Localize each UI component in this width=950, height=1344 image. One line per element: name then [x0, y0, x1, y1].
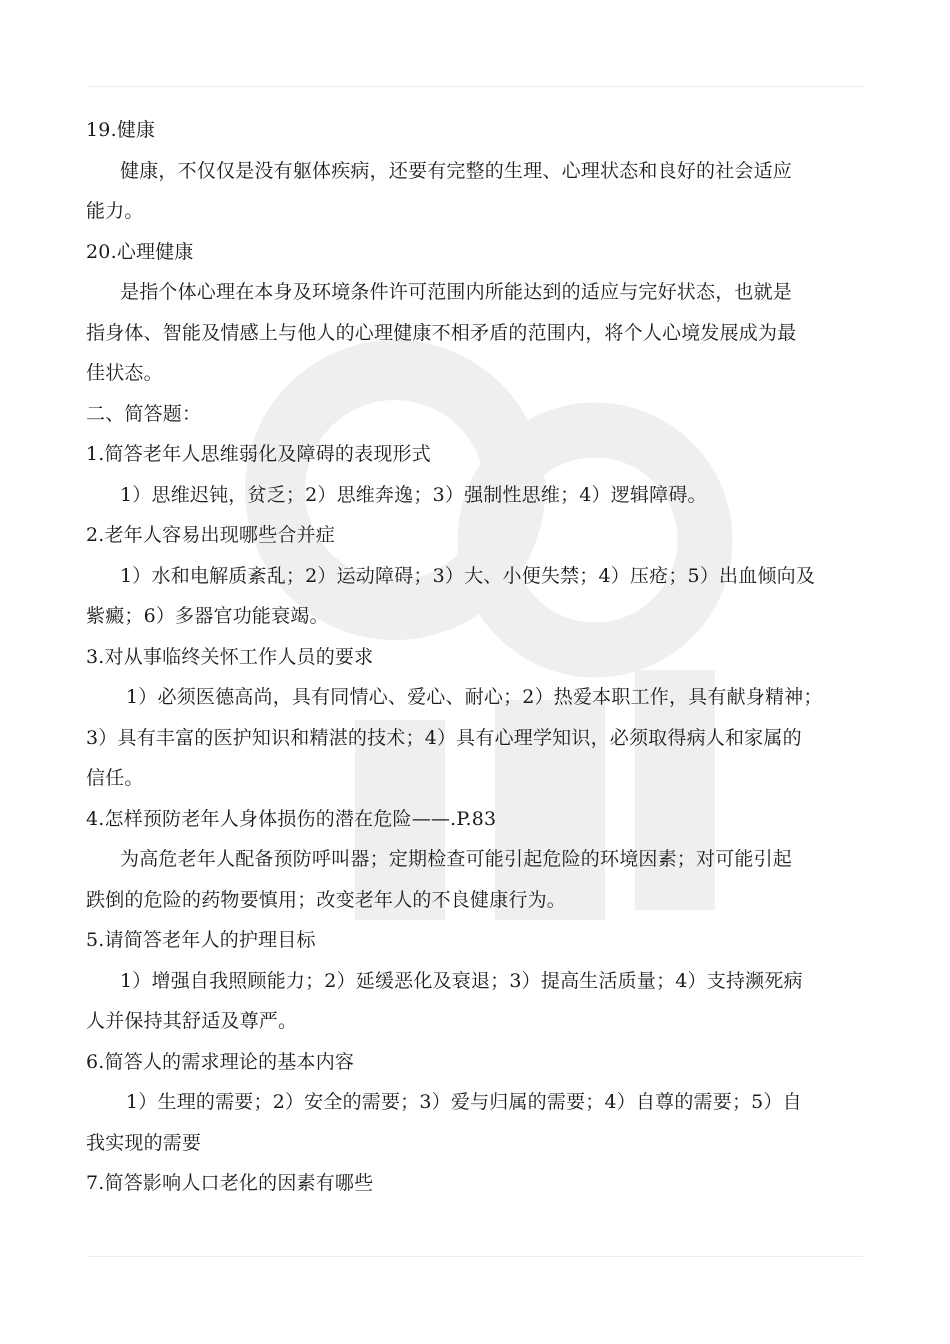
question-title: 1.简答老年人思维弱化及障碍的表现形式: [86, 443, 431, 465]
header-rule: [88, 86, 863, 87]
question-title: 5.请简答老年人的护理目标: [86, 929, 316, 951]
answer-line: 紫癜；6）多器官功能衰竭。: [86, 605, 329, 627]
answer-line: 人并保持其舒适及尊严。: [86, 1010, 298, 1032]
doc-line: 20.心理健康: [86, 240, 194, 263]
question-title: 3.对从事临终关怀工作人员的要求: [86, 645, 374, 668]
doc-line: 指身体、智能及情感上与他人的心理健康不相矛盾的范围内，将个人心境发展成为最: [86, 321, 797, 344]
question-title: 7.简答影响人口老化的因素有哪些: [86, 1172, 374, 1194]
answer-line: 我实现的需要: [86, 1131, 202, 1154]
answer-line: 3）具有丰富的医护知识和精湛的技术；4）具有心理学知识，必须取得病人和家属的: [86, 726, 802, 749]
answer-line: 1）水和电解质紊乱；2）运动障碍；3）大、小便失禁；4）压疮；5）出血倾向及: [120, 564, 816, 587]
doc-line: 是指个体心理在本身及环境条件许可范围内所能达到的适应与完好状态，也就是: [120, 281, 793, 303]
footer-rule: [88, 1256, 863, 1257]
question-title: 4.怎样预防老年人身体损伤的潜在危险——.P.83: [86, 807, 497, 830]
doc-line: 19.健康: [86, 119, 156, 141]
answer-line: 信任。: [86, 767, 144, 789]
document-body: [86, 110, 866, 1204]
question-title: 6.简答人的需求理论的基本内容: [86, 1050, 355, 1073]
answer-line: 1）思维迟钝，贫乏；2）思维奔逸；3）强制性思维；4）逻辑障碍。: [120, 483, 707, 506]
answer-line: 1）生理的需要；2）安全的需要；3）爱与归属的需要；4）自尊的需要；5）自: [126, 1091, 802, 1113]
question-title: 2.老年人容易出现哪些合并症: [86, 524, 335, 546]
answer-line: 为高危老年人配备预防呼叫器；定期检查可能引起危险的环境因素；对可能引起: [120, 848, 793, 870]
answer-line: 1）增强自我照顾能力；2）延缓恶化及衰退；3）提高生活质量；4）支持濒死病: [120, 969, 803, 992]
answer-line: 跌倒的危险的药物要慎用；改变老年人的不良健康行为。: [86, 888, 567, 911]
section-heading: 二、简答题：: [86, 402, 202, 425]
doc-line: 能力。: [86, 200, 144, 222]
answer-line: 1）必须医德高尚，具有同情心、爱心、耐心；2）热爱本职工作，具有献身精神；: [126, 686, 823, 708]
doc-line: 佳状态。: [86, 362, 163, 384]
doc-line: 健康，不仅仅是没有躯体疾病，还要有完整的生理、心理状态和良好的社会适应: [120, 159, 793, 182]
